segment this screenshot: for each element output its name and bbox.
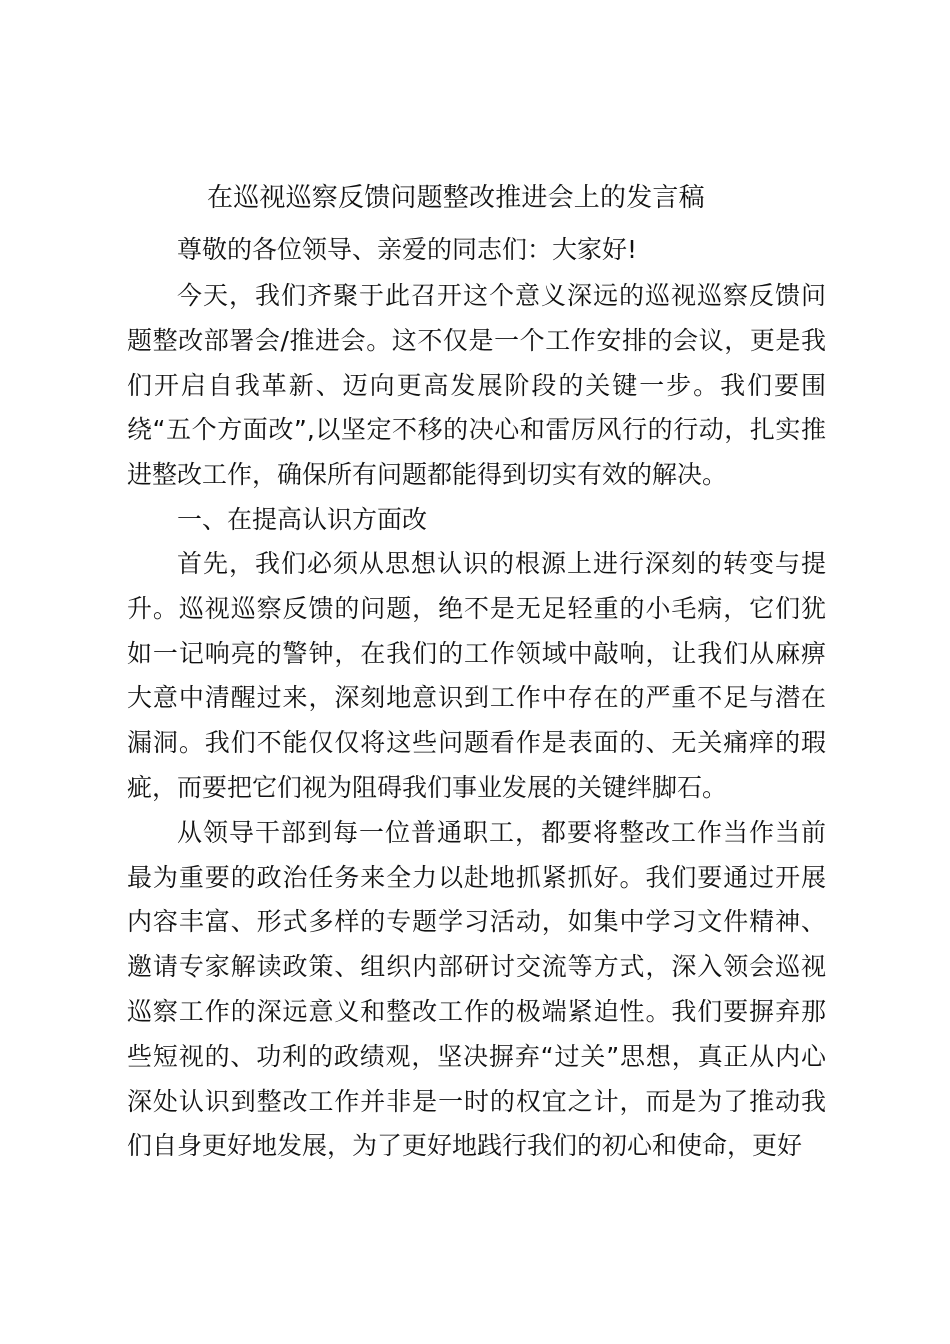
paragraph-awareness: 首先，我们必须从思想认识的根源上进行深刻的转变与提升。巡视巡察反馈的问题，绝不是无足轻重的小毛病，它们犹如一记响亮的警钟，在我们的工作领域中敲响，让我们从麻痹大意中清醒过来，深刻地意识到工作中存在的严重不足与潜在漏洞。我们不能仅仅将这些问题看作是表面的、无关痛痒的瑕疵，而要把它们视为阻碍我们事业发展的关键绊脚石。 [127, 548, 826, 802]
greeting: 尊敬的各位领导、亲爱的同志们：大家好! [177, 235, 638, 264]
paragraph-study: 从领导干部到每一位普通职工，都要将整改工作当作当前最为重要的政治任务来全力以赴地抓紧抓好。我们要通过开展内容丰富、形式多样的专题学习活动，如集中学习文件精神、邀请专家解读政策、组织内部研讨交流等方式，深入领会巡视巡察工作的深远意义和整改工作的极端紧迫性。我们要摒弃那些短视的、功利的政绩观，坚决摒弃“过关”思想，真正从内心深处认识到整改工作并非是一时的权宜之计，而是为了推动我们自身更好地发展，为了更好地践行我们的初心和使命，更好 [127, 817, 826, 1161]
section-heading-1: 一、在提高认识方面改 [177, 504, 428, 534]
paragraph-intro: 今天，我们齐聚于此召开这个意义深远的巡视巡察反馈问题整改部署会/推进会。这不仅是一个工作安排的会议，更是我们开启自我革新、迈向更高发展阶段的关键一步。我们要围绕“五个方面改”,以坚定不移的决心和雷厉风行的行动，扎实推进整改工作，确保所有问题都能得到切实有效的解决。 [127, 281, 826, 490]
document-title: 在巡视巡察反馈问题整改推进会上的发言稿 [207, 183, 705, 213]
